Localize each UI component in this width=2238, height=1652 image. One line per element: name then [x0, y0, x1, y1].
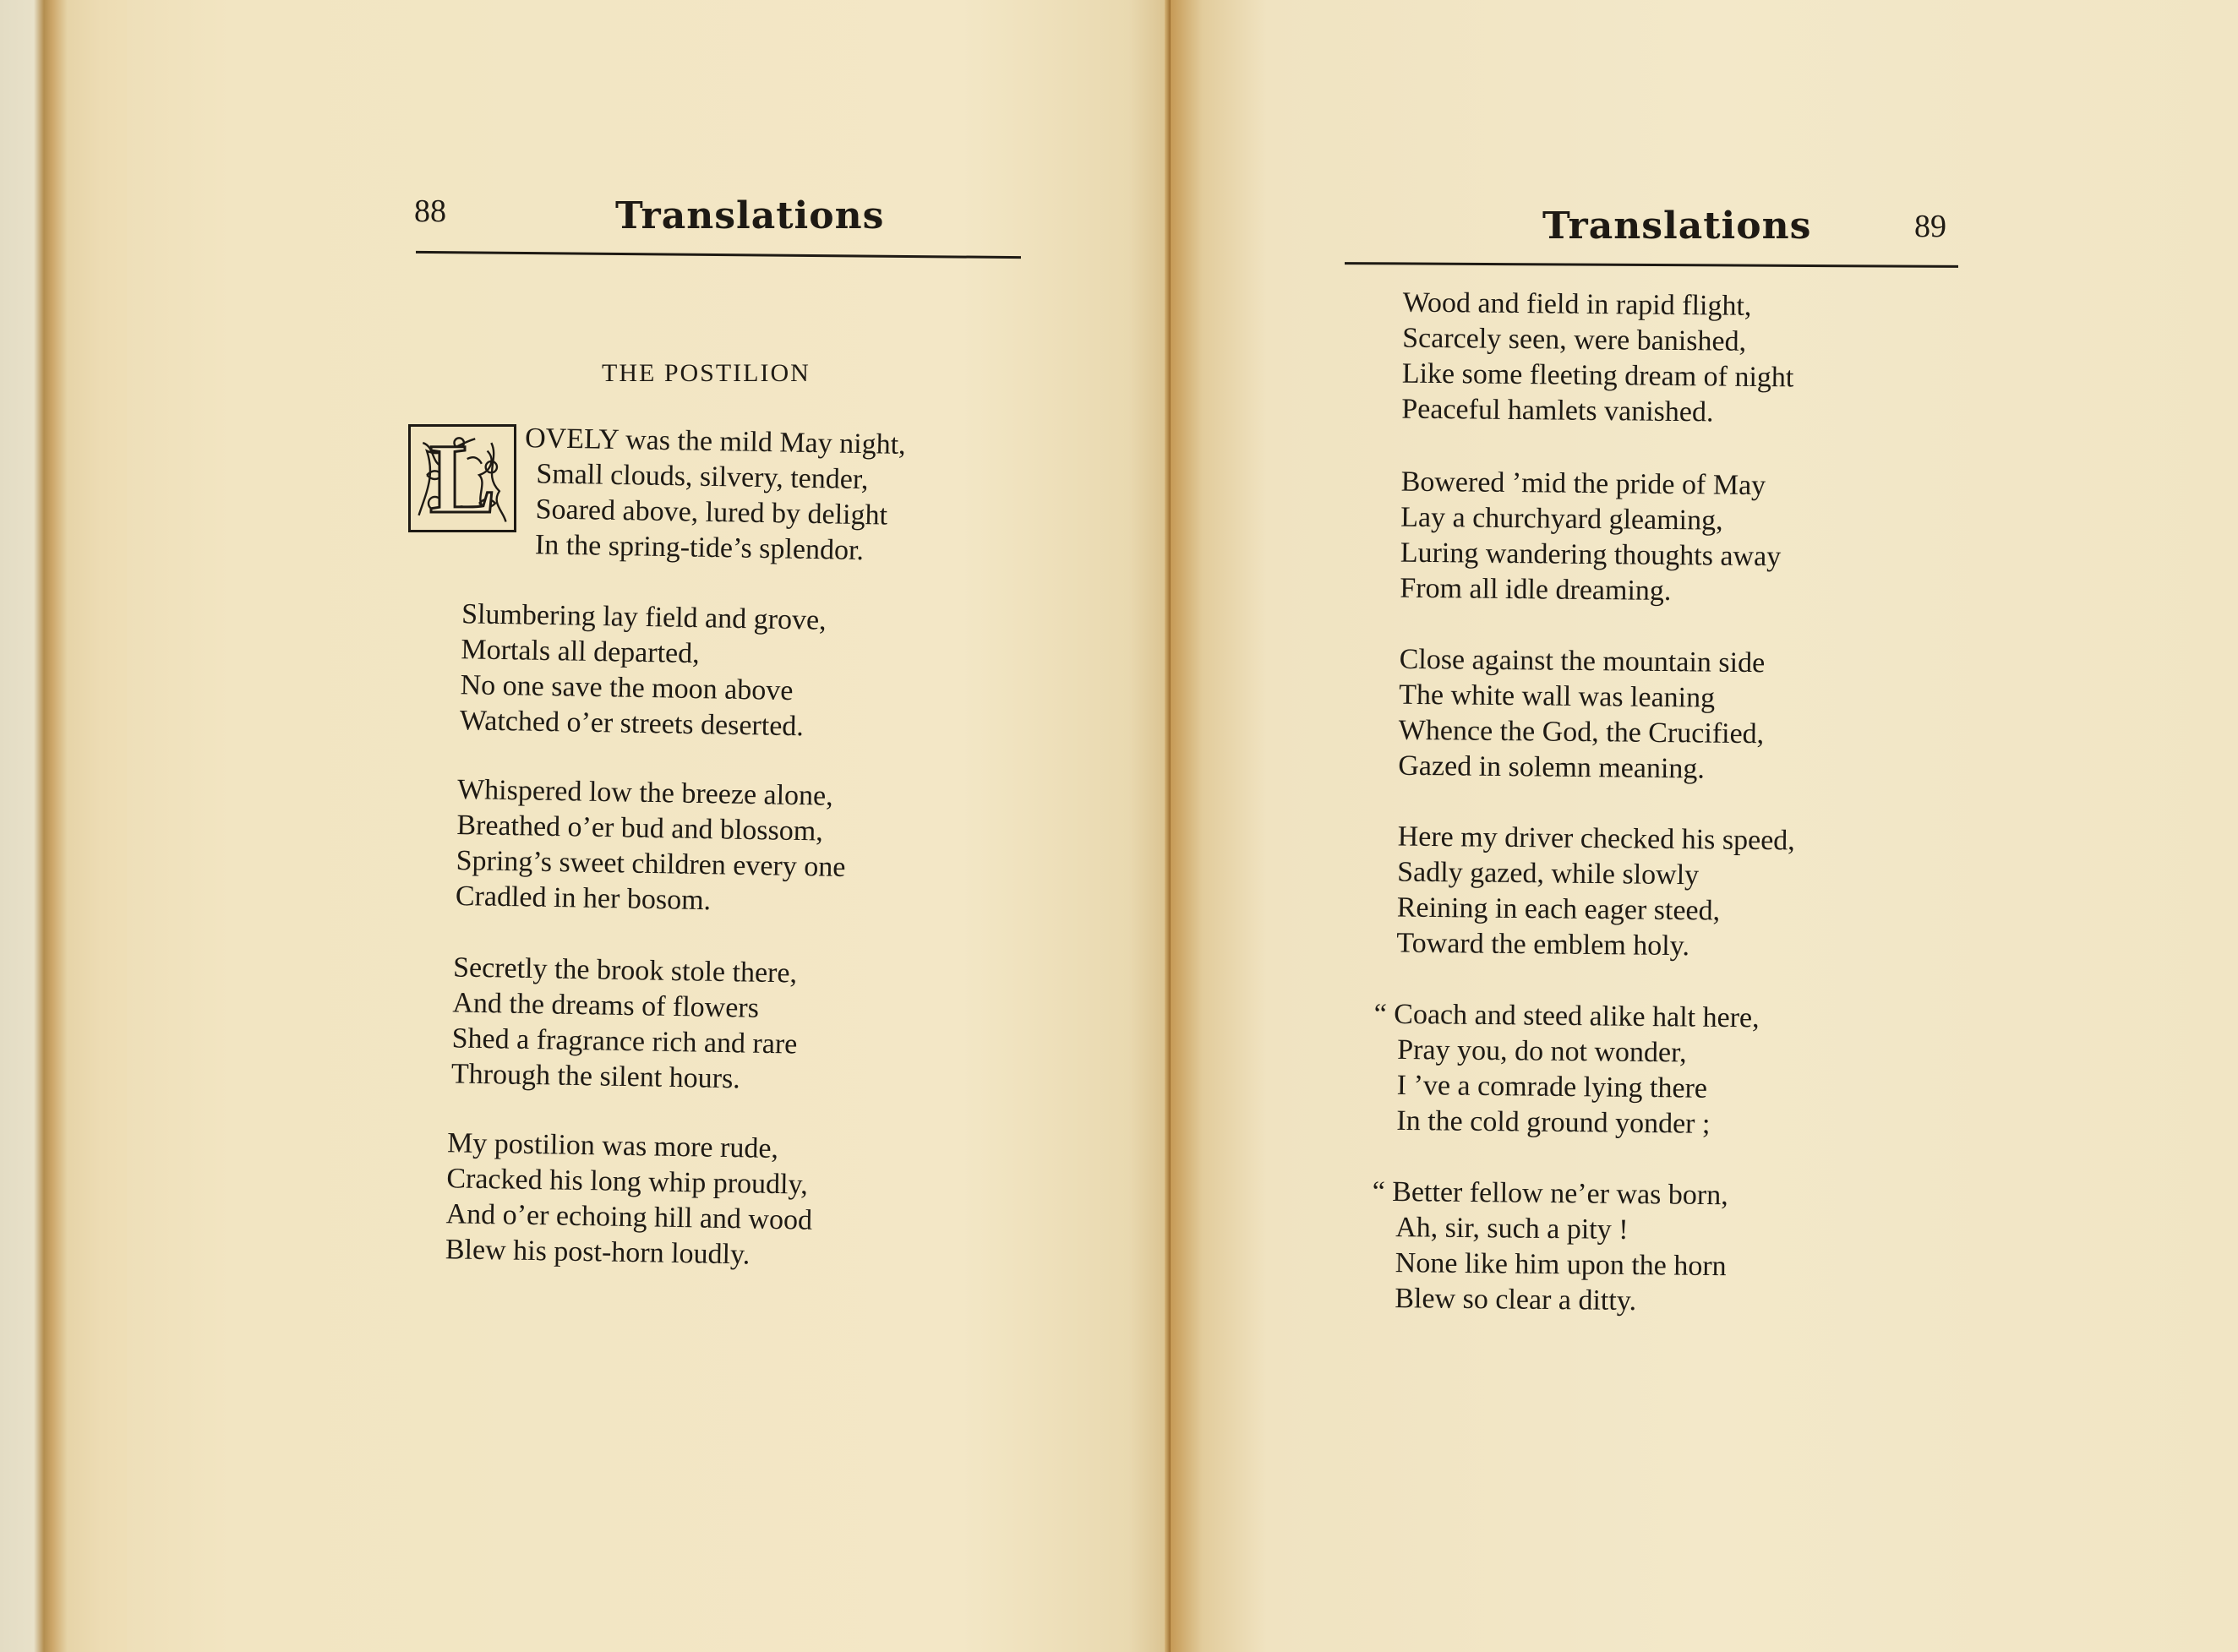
poem-line: Cracked his long whip proudly, [446, 1163, 809, 1201]
stanza [456, 772, 848, 921]
poem-line: Shed a fragrance rich and rare [451, 1022, 798, 1060]
left-running-head [127, 193, 1171, 252]
stanza [1373, 997, 1760, 1143]
poem-line: Like some fleeting dream of night [1401, 357, 1794, 394]
poem-line: Ah, sir, such a pity ! [1395, 1212, 1629, 1246]
poem-line: Cradled in her bosom. [455, 880, 712, 917]
poem-line: My postilion was more rude, [446, 1127, 779, 1165]
poem-line: Sadly gazed, while slowly [1397, 856, 1700, 891]
poem-line: Whence the God, the Crucified, [1398, 714, 1765, 750]
stanza [460, 597, 827, 745]
poem-line: From all idle dreaming. [1400, 572, 1672, 607]
poem-line: Reining in each eager steed, [1396, 891, 1721, 927]
stanza [445, 1126, 814, 1274]
poem-line: Here my driver checked his speed, [1397, 821, 1795, 857]
stanza [1396, 820, 1795, 966]
poem-line: Spring’s sweet children every one [456, 844, 846, 884]
right-running-head [1171, 203, 2238, 262]
poem-line: Wood and field in rapid flight, [1402, 286, 1752, 322]
poem-line: Lay a churchyard gleaming, [1400, 501, 1723, 537]
poem-line: Pray you, do not wonder, [1397, 1033, 1687, 1069]
stanza [1371, 1175, 1728, 1320]
poem-title: THE POSTILION [602, 359, 811, 387]
poem-line: “ Better fellow ne’er was born, [1372, 1175, 1728, 1212]
poem-line: And o’er echoing hill and wood [445, 1198, 813, 1236]
poem-line: Breathed o’er bud and blossom, [456, 809, 824, 848]
poem-line: Gazed in solemn meaning. [1398, 750, 1706, 785]
poem-line: Toward the emblem holy. [1396, 927, 1690, 962]
poem-line: I ’ve a comrade lying there [1396, 1069, 1708, 1104]
book-edge [0, 0, 144, 1652]
poem-line: The white wall was leaning [1399, 679, 1716, 714]
poem-line: Luring wandering thoughts away [1400, 537, 1782, 573]
ornamental-dropcap [408, 424, 516, 532]
poem-line: Small clouds, silvery, tender, [536, 458, 869, 496]
poem-line: Mortals all departed, [461, 634, 700, 670]
head-rule [1345, 262, 1958, 268]
stanza [1401, 286, 1794, 432]
left-page [127, 0, 1171, 1652]
poem-line: Blew so clear a ditty. [1395, 1283, 1637, 1317]
stanza [451, 950, 800, 1098]
stanza [523, 421, 906, 570]
running-head-title: Translations [615, 194, 885, 237]
stanza [1400, 465, 1782, 611]
page-number: 88 [414, 194, 446, 229]
poem-line: Secretly the brook stole there, [452, 951, 798, 990]
poem-line: In the spring-tide’s splendor. [534, 529, 865, 567]
poem-line: Through the silent hours. [450, 1058, 741, 1095]
running-head-title: Translations [1542, 204, 1812, 248]
poem-line: And the dreams of flowers [452, 987, 760, 1024]
poem-line: No one save the moon above [460, 669, 794, 707]
poem-line: OVELY was the mild May night, [524, 423, 906, 461]
poem-line: Bowered ’mid the pride of May [1400, 466, 1766, 502]
dropcap-letter: L [429, 423, 496, 534]
poem-line: Close against the mountain side [1399, 643, 1766, 679]
poem-line: Slumbering lay field and grove, [461, 598, 827, 636]
head-rule [416, 251, 1021, 259]
poem-line: Peaceful hamlets vanished. [1401, 393, 1714, 428]
poem-line: In the cold ground yonder ; [1396, 1104, 1711, 1140]
right-page [1171, 0, 2238, 1652]
poem-line: Blew his post-horn loudly. [445, 1234, 751, 1271]
poem-line: Soared above, lured by delight [535, 493, 888, 532]
stanza [1398, 642, 1765, 788]
poem-line: “ Coach and steed alike halt here, [1373, 998, 1760, 1034]
poem-line: Scarcely seen, were banished, [1402, 322, 1747, 357]
poem-line: Whispered low the breeze alone, [456, 773, 834, 812]
poem-line: None like him upon the horn [1395, 1247, 1727, 1283]
page-number: 89 [1914, 209, 1946, 244]
poem-line: Watched o’er streets deserted. [459, 705, 805, 743]
